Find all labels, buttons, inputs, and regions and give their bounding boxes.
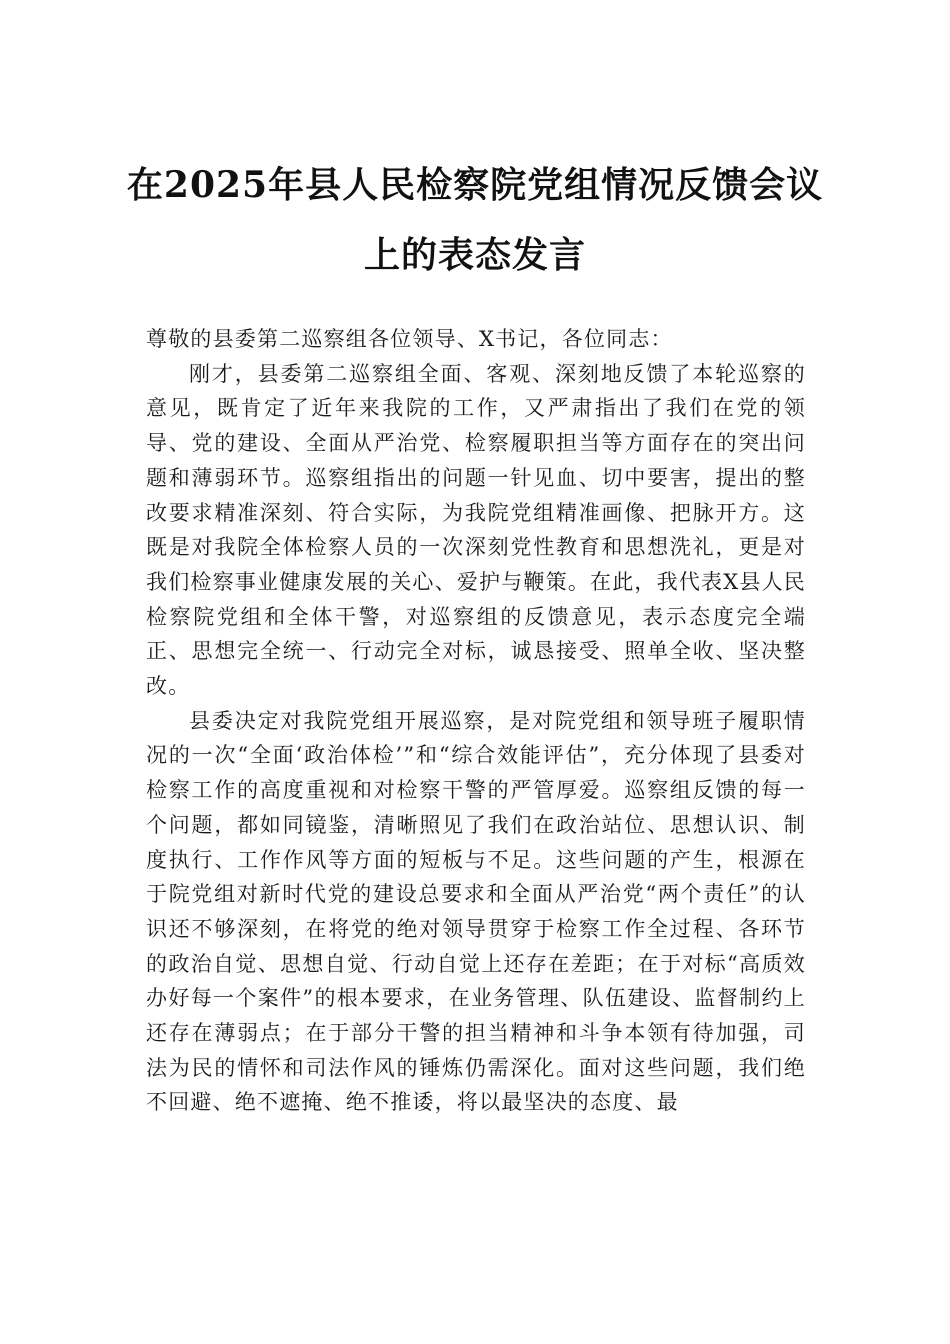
document-body <box>146 322 806 1120</box>
document-title-line-2: 上的表态发言 <box>363 234 586 276</box>
salutation: 尊敬的县委第二巡察组各位领导、X书记，各位同志： <box>146 327 673 351</box>
document-title-line-1: 在2025年县人民检察院党组情况反馈会议 <box>126 164 824 206</box>
paragraph-2: 县委决定对我院党组开展巡察，是对院党组和领导班子履职情况的一次“全面‘政治体检’”和“综合效能评估”，充分体现了县委对检察工作的高度重视和对检察干警的严管厚爱。巡察组反馈的每一个问题，都如同镜鉴，清晰照见了我们在政治站位、思想认识、制度执行、工作作风等方面的短板与不足。这些问题的产生，根源在于院党组对新时代党的建设总要求和全面从严治党“两个责任”的认识还不够深刻，在将党的绝对领导贯穿于检察工作全过程、各环节的政治自觉、思想自觉、行动自觉上还存在差距；在于对标“高质效办好每一个案件”的根本要求，在业务管理、队伍建设、监督制约上还存在薄弱点；在于部分干警的担当精神和斗争本领有待加强，司法为民的情怀和司法作风的锤炼仍需深化。面对这些问题，我们绝不回避、绝不遮掩、绝不推诿，将以最坚决的态度、最 <box>146 708 806 1115</box>
paragraph-1: 刚才，县委第二巡察组全面、客观、深刻地反馈了本轮巡察的意见，既肯定了近年来我院的工作，又严肃指出了我们在党的领导、党的建设、全面从严治党、检察履职担当等方面存在的突出问题和薄弱环节。巡察组指出的问题一针见血、切中要害，提出的整改要求精准深刻、符合实际，为我院党组精准画像、把脉开方。这既是对我院全体检察人员的一次深刻党性教育和思想洗礼，更是对我们检察事业健康发展的关心、爱护与鞭策。在此，我代表X县人民检察院党组和全体干警，对巡察组的反馈意见，表示态度完全端正、思想完全统一、行动完全对标，诚恳接受、照单全收、坚决整改。 <box>146 361 806 699</box>
